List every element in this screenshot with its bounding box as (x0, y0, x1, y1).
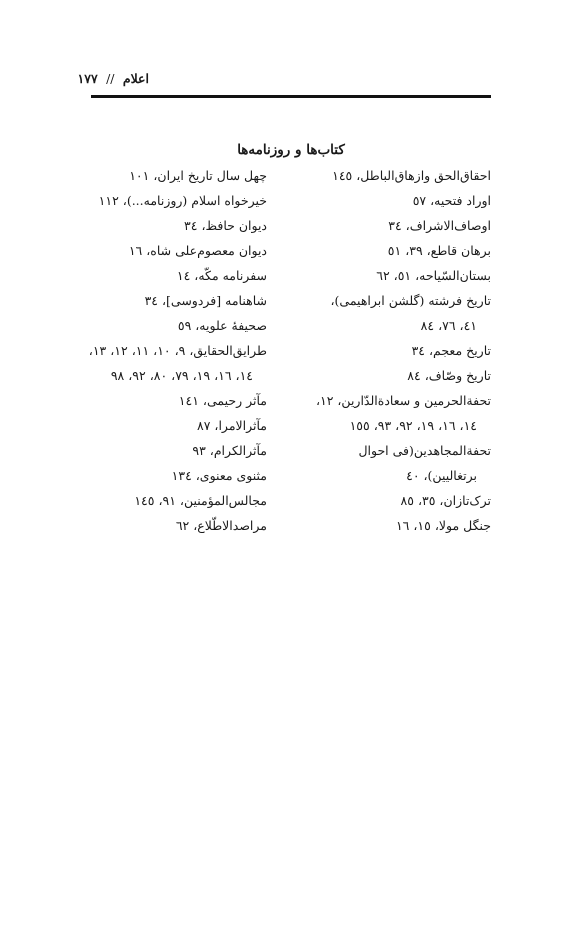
index-entry: مراصدالاطّلاع، ٦٢ (175, 518, 267, 533)
index-entry: ١٤، ١٦، ١٩، ٧٩، ٨٠، ٩٢، ٩٨ (110, 368, 253, 383)
header-rule (91, 95, 491, 98)
index-entry: تاریخ فرشته (گلشن ابراهیمی)، (330, 293, 491, 308)
index-entry: تاریخ معجم، ٣٤ (411, 343, 491, 358)
index-entry: تحفة‌الحرمین و سعادة‌الدّارین، ١٢، (315, 393, 491, 408)
index-entry: چهل سال تاریخ ایران، ١٠١ (129, 168, 267, 183)
index-entry: تاریخ وصّاف، ٨٤ (407, 368, 491, 383)
index-entry: مآثرالکرام، ٩٣ (192, 443, 267, 458)
index-entry: ٤١، ٧٦، ٨٤ (420, 318, 477, 333)
index-entry: دیوان حافظ، ٣٤ (184, 218, 267, 233)
index-entry: اوصاف‌الاشراف، ٣٤ (388, 218, 491, 233)
index-entry: دیوان معصوم‌علی شاه، ١٦ (128, 243, 267, 258)
index-entry: برتغالیین)، ٤٠ (406, 468, 477, 483)
index-column-left (47, 163, 267, 538)
index-entry: صحیفهٔ علویه، ٥٩ (177, 318, 267, 333)
index-entry: مآثر رحیمی، ١٤١ (178, 393, 267, 408)
section-title: کتاب‌ها و روزنامه‌ها (237, 142, 345, 158)
index-entry: خیرخواه اسلام (روزنامه...)، ١١٢ (98, 193, 267, 208)
index-entry: جنگل مولا، ١٥، ١٦ (395, 518, 491, 533)
index-entry: شاهنامه [فردوسی]، ٣٤ (144, 293, 267, 308)
index-entry: ١٤، ١٦، ١٩، ٩٢، ٩٣، ١٥٥ (349, 418, 477, 433)
index-entry: مجالس‌المؤمنین، ٩١، ١٤٥ (134, 493, 267, 508)
running-head (0, 71, 149, 86)
index-entry: برهان قاطع، ٣٩، ٥١ (387, 243, 491, 258)
index-entry: طرایق‌الحقایق، ٩، ١٠، ١١، ١٢، ١٣، (88, 343, 267, 358)
index-entry: ترک‌تازان، ٣٥، ٨٥ (400, 493, 491, 508)
index-entry: اوراد فتحیه، ٥٧ (412, 193, 491, 208)
index-entry: تحفة‌المجاهدین(فی احوال (358, 443, 491, 458)
running-head-separator: // (106, 71, 115, 86)
running-head-section: اعلام (122, 71, 149, 86)
index-entry: احقاق‌الحق وازهاق‌الباطل، ۱٤٥ (332, 168, 491, 183)
index-entry: بستان‌السّیاحه، ٥١، ٦٢ (376, 268, 491, 283)
index-entry: مثنوی معنوی، ١٣٤ (171, 468, 267, 483)
index-column-right (291, 163, 491, 538)
index-entry: مآثرالامرا، ٨٧ (197, 418, 267, 433)
index-entry: سفرنامه مکّه، ١٤ (176, 268, 267, 283)
page-number: ۱۷۷ (77, 71, 98, 86)
